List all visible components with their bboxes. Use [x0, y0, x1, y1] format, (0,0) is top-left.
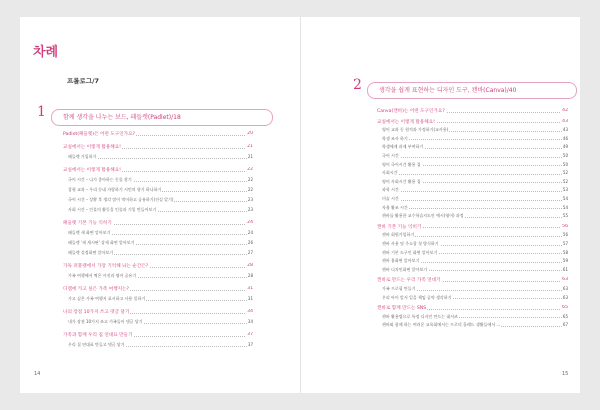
prologue-entry: 프롤로그/7 — [67, 77, 100, 85]
chapter-label: 함께 생각을 나누는 보드, 패들렛(Padlet)/18 — [63, 114, 181, 121]
toc-entry-title: 가고 싶은 가족 여행지 표시하고 사용 일하기 — [68, 296, 146, 301]
toc-entry-title: 영어 사회시간 활용 집 — [382, 178, 421, 184]
toc-entry-page: 27 — [247, 250, 253, 255]
toc-entry — [382, 258, 568, 264]
toc-entry — [68, 197, 253, 203]
toc-entry-title: 캔바 홈화면 알아보기 — [382, 258, 420, 264]
toc-entry-title: 자율 활조 시간 — [382, 204, 408, 210]
toc-entry-title: 캔바 사용 및 주소창 첫 방식하기 — [382, 241, 439, 246]
toc-entry-title: 창형 교과 – 우리 동네 자랑하기 시민의 향기 하나하기 — [68, 187, 162, 192]
toc-entry — [382, 205, 568, 211]
toc-entry — [382, 170, 568, 176]
toc-entry-title: 국어 시간 – 상황 후 생각 말이 먹이하고 공유하기(진실 알기) — [68, 197, 174, 202]
toc-entry-page: 49 — [562, 144, 568, 150]
toc-entry — [68, 177, 253, 183]
toc-entry-title: 나의 장점 10가지 쓰고 댓글 달기 — [63, 310, 130, 315]
toc-entry-page: 54 — [562, 204, 568, 210]
toc-entry-title: 캔바와 함께 하는 여러운 교육회에서는 프로덕 홀레드 생활들에서 ... — [382, 322, 501, 328]
toc-entry — [377, 305, 568, 311]
toc-entry — [63, 309, 253, 315]
toc-entry-page: 34 — [247, 319, 253, 324]
toc-entry-page: 67 — [562, 322, 568, 328]
toc-entry-title: 캔바 디자인화면 알아보기 — [382, 266, 428, 272]
toc-entry-title: 영어 교과 동 원격과 가정하기(교사용) — [382, 127, 449, 133]
toc-entry-title: 캔바로 함께 만드는 SNS — [377, 306, 427, 312]
toc-entry-title: 교실에서는 이렇게 활용해요! — [63, 168, 122, 173]
toc-entry-page: 46 — [562, 135, 568, 141]
toc-entry — [68, 319, 253, 325]
toc-entry-page: 31 — [247, 286, 253, 291]
toc-entry — [68, 207, 253, 213]
toc-entry-title: 패들렛 '새 게시판' 상세 화면 알아보기 — [68, 240, 135, 245]
toc-entry — [63, 332, 253, 338]
toc-entry — [68, 187, 253, 193]
toc-entry — [382, 286, 568, 292]
leader-dots — [382, 191, 568, 192]
toc-entry-title: 교실에서는 이렇게 활용해요! — [63, 145, 122, 150]
toc-entry-title: 가족 프로필 만들기 — [382, 286, 416, 291]
toc-entry-title: 가족 여행에서 찍은 사진과 영어 공유기 — [68, 273, 137, 278]
toc-entry — [382, 144, 568, 150]
toc-entry — [68, 250, 253, 256]
toc-entry — [68, 240, 253, 246]
toc-entry-page: 21 — [247, 154, 253, 159]
chapter-2-header — [353, 77, 575, 97]
toc-entry-title: Canva(캔바)는 어떤 도구인가요? — [377, 109, 445, 114]
toc-entry-title: 디렘에 가고 싶은 가족 여행지는? — [63, 287, 129, 292]
toc-entry — [382, 250, 568, 256]
toc-entry-page: 22 — [247, 167, 253, 172]
leader-dots — [382, 139, 568, 140]
toc-entry-page: 63 — [562, 286, 568, 291]
toc-entry — [377, 108, 568, 114]
toc-entry-page: 55 — [562, 213, 568, 219]
toc-entry-page: 24 — [247, 230, 253, 235]
toc-entry — [382, 187, 568, 193]
toc-entry-page: 58 — [562, 249, 568, 255]
toc-entry-title: 캔바 회원가입하기 — [382, 232, 415, 238]
toc-entry — [377, 119, 568, 125]
toc-entry-title: 사회 시간 – 인물의 활동을 인물과 기밀 만들어보기 — [68, 207, 157, 212]
leader-dots — [382, 200, 568, 201]
toc-entry-page: 21 — [247, 144, 253, 149]
toc-entry — [63, 286, 253, 292]
toc-entry-page: 43 — [562, 118, 568, 124]
toc-entry-title: 국어 시간 – 나가 좋아하는 동물 찾기 — [68, 177, 132, 182]
toc-entry — [63, 144, 253, 150]
toc-entry-title: Padlet(패들렛)은 어떤 도구인가요? — [63, 132, 135, 137]
toc-entry — [63, 220, 253, 226]
toc-entry — [63, 167, 253, 173]
toc-entry-page: 50 — [562, 153, 568, 158]
toc-entry-title: 교실에서는 이렇게 활용해요! — [377, 119, 436, 125]
toc-entry-title: 미술 시간 — [382, 196, 399, 201]
toc-entry — [68, 296, 253, 302]
toc-entry-page: 37 — [247, 342, 253, 347]
toc-entry-page: 63 — [562, 277, 568, 283]
toc-entry-title: 캔바를 활용한 교수학습지도안 예시(영어) 과정 — [382, 213, 464, 219]
toc-entry-page: 28 — [247, 273, 253, 278]
toc-entry-page: 28 — [247, 263, 253, 268]
toc-entry-page: 59 — [562, 258, 568, 264]
toc-title: 차례 — [33, 45, 59, 60]
toc-entry-page: 63 — [562, 294, 568, 300]
leader-dots — [382, 208, 568, 209]
toc-entry-page: 65 — [562, 313, 568, 319]
toc-entry — [382, 213, 568, 219]
toc-entry-page: 53 — [562, 187, 568, 193]
toc-entry — [382, 267, 568, 273]
toc-entry — [382, 295, 568, 301]
toc-entry-page: 65 — [562, 305, 568, 311]
toc-entry-page: 26 — [247, 240, 253, 245]
toc-entry — [382, 322, 568, 328]
toc-entry-title: 영어 국어시간 활용 집 — [382, 161, 421, 167]
toc-entry — [63, 263, 253, 269]
toc-entry — [382, 241, 568, 247]
toc-entry — [63, 131, 253, 137]
toc-entry — [382, 179, 568, 185]
toc-entry-page: 56 — [562, 232, 568, 238]
toc-entry-title: 내가 장점 10가지 쓰고 가족들이 댓글 달기 — [68, 319, 143, 324]
book-gutter — [300, 17, 301, 393]
toc-entry-title: 가족과 함께 우리 집 연대표 만들기 — [63, 333, 133, 338]
toc-entry-title: 캔바 기본 도구인 화면 알아보기 — [382, 249, 438, 255]
toc-entry-title: 국어 시간 — [382, 153, 399, 158]
toc-entry — [382, 136, 568, 142]
toc-entry-page: 61 — [562, 266, 568, 272]
chapter-number: 1 — [37, 104, 46, 120]
toc-entry — [377, 277, 568, 283]
toc-entry-title: 우리 아이 앞서 일을 책임 공약 생각하기 — [382, 294, 452, 300]
toc-entry-page: 22 — [247, 187, 253, 192]
chapter-1-header — [37, 104, 271, 124]
toc-entry-title: 사회시간 — [382, 170, 398, 176]
toc-entry — [382, 232, 568, 238]
toc-entry-title: 패들렛 기본 기능 익히기 — [63, 221, 112, 226]
toc-entry-page: 54 — [562, 196, 568, 201]
toc-entry-title: 캔바로 만드는 우리 가족 연대기 — [377, 278, 441, 284]
toc-entry-title: 학생 조사 하기 — [382, 135, 408, 141]
toc-entry — [68, 273, 253, 279]
toc-entry-page: 56 — [562, 223, 568, 229]
toc-entry-title: 과학 시간 — [382, 187, 399, 193]
toc-entry — [68, 230, 253, 236]
toc-entry — [382, 153, 568, 159]
toc-entry-page: 20 — [247, 131, 253, 136]
toc-entry-title: 학생에게 과제 부여하기 — [382, 144, 424, 150]
chapter-label: 생각을 쉽게 표현하는 디자인 도구, 캔바(Canva)/40 — [379, 87, 517, 94]
toc-entry-title: 캔바 활용법으로 특정 디자인 만드는 네서즈 — [382, 313, 458, 319]
toc-entry-title: 우리 집 연대표 만들고 댓글 달기 — [68, 342, 125, 347]
toc-entry-page: 31 — [247, 296, 253, 301]
toc-entry-page: 37 — [247, 332, 253, 337]
toc-entry-title: 패들렛 설정화면 알아보기 — [68, 250, 114, 255]
toc-entry-title: 패들렛 새 화면 알아보기 — [68, 230, 111, 235]
toc-entry — [382, 196, 568, 202]
toc-entry — [68, 342, 253, 348]
toc-entry-page: 52 — [562, 170, 568, 176]
toc-entry-page: 57 — [562, 241, 568, 246]
leader-dots — [382, 174, 568, 175]
leader-dots — [382, 157, 568, 158]
toc-entry-title: 캔바 기본 기능 익히기 — [377, 224, 422, 230]
toc-entry — [382, 162, 568, 168]
toc-entry-page: 50 — [562, 161, 568, 167]
toc-entry-page: 22 — [247, 177, 253, 182]
toc-entry-page: 42 — [562, 108, 568, 113]
toc-entry-page: 23 — [247, 207, 253, 212]
page-number-left: 14 — [34, 371, 41, 377]
toc-entry-page: 34 — [247, 309, 253, 314]
toc-entry-page: 52 — [562, 178, 568, 184]
toc-entry — [377, 224, 568, 230]
toc-entry-page: 23 — [247, 197, 253, 202]
toc-entry — [68, 154, 253, 160]
toc-entry — [382, 314, 568, 320]
toc-entry-title: 패들렛 가입하기 — [68, 154, 97, 159]
toc-entry-page: 43 — [562, 127, 568, 133]
toc-entry-title: 가독 퍼블렛에서 가장 기억해 놔는 순간은? — [63, 264, 149, 269]
toc-entry-page: 24 — [247, 220, 253, 225]
chapter-number: 2 — [353, 77, 362, 93]
toc-entry — [382, 127, 568, 133]
page-number-right: 15 — [562, 371, 569, 377]
